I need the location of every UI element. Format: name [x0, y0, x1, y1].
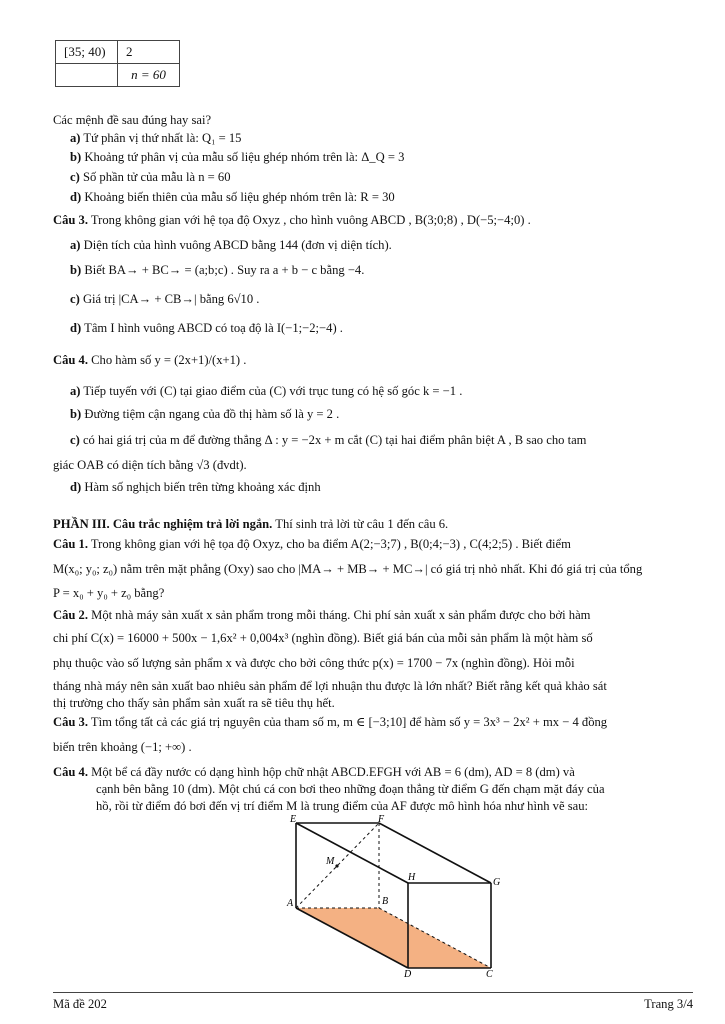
- q3-item-c: c) Giá trị |CA→ + CB→| bằng 6√10 .: [70, 292, 260, 306]
- p3q1-line2: M(x₀; y₀; z₀) nằm trên mặt phẳng (Oxy) sao cho |MA→ + MB→ + MC→| có giá trị nhỏ nhất. Khi đó giá trị của tổng: [53, 562, 643, 576]
- p3q2-line2: chi phí C(x) = 16000 + 500x − 1,6x² + 0,004x³ (nghìn đồng). Biết giá bán của mỗi sản phẩm là một hàm số: [53, 631, 593, 645]
- label-F: F: [378, 814, 385, 825]
- page-footer: [53, 992, 693, 1011]
- label-D: D: [404, 969, 412, 980]
- table-cell-range: [56, 64, 118, 87]
- edge-FG: [379, 823, 491, 883]
- edge-EH: [296, 823, 408, 883]
- p3q4-line3: hồ, rồi từ điểm đó bơi đến vị trí điểm M là trung điểm của AF được mô hình hóa như hình vẽ sau:: [96, 799, 589, 813]
- p3q3-line1: Câu 3. Tìm tổng tất cả các giá trị nguyên của tham số m, m ∈ [−3;10] để hàm số y = 3x³ − 2x² + mx − 4 đồng: [53, 715, 608, 729]
- aquarium-box-figure: [270, 808, 510, 983]
- label-C: C: [486, 969, 493, 980]
- q2-intro: Các mệnh đề sau đúng hay sai?: [53, 113, 212, 127]
- p3q2-line3: phụ thuộc vào số lượng sản phẩm x và được cho bởi công thức p(x) = 1700 − 7x (nghìn đồng). Hỏi mỗi: [53, 656, 575, 670]
- p3q2-line5: thị trường cho thấy sản phẩm sản xuất ra sẽ tiêu thụ hết.: [53, 696, 335, 710]
- p3q4-line1: Câu 4. Một bể cá đầy nước có dạng hình hộp chữ nhật ABCD.EFGH với AB = 6 (dm), AD = 8 (dm) và: [53, 765, 575, 779]
- bottom-face-shaded: [296, 908, 491, 968]
- q4-item-d: d) Hàm số nghịch biến trên từng khoảng xác định: [70, 480, 321, 494]
- q2-item-b: b) Khoảng tứ phân vị của mẫu số liệu ghép nhóm trên là: Δ_Q = 3: [70, 150, 405, 164]
- q2-item-d: d) Khoảng biến thiên của mẫu số liệu ghép nhóm trên là: R = 30: [70, 190, 395, 204]
- q3-item-a: a) Diện tích của hình vuông ABCD bằng 144 (đơn vị diện tích).: [70, 238, 392, 252]
- p3q1-line3: P = x₀ + y₀ + z₀ bằng?: [53, 586, 165, 600]
- label-A: A: [287, 898, 294, 909]
- q2-item-a: a) Tứ phân vị thứ nhất là: Q₁ = 15: [70, 131, 242, 145]
- p3q4-line2: cạnh bên bằng 10 (dm). Một chú cá con bơi theo những đoạn thẳng từ điểm G đến chạm mặt đáy của: [96, 782, 605, 796]
- p3q2-line4: tháng nhà máy nên sản xuất bao nhiêu sản phẩm để lợi nhuận thu được là lớn nhất? Biết rằng kết quả khảo sát: [53, 679, 607, 693]
- label-G: G: [493, 877, 501, 888]
- exam-code: Mã đề 202: [53, 997, 107, 1011]
- q4-item-c-cont: giác OAB có diện tích bằng √3 (đvdt).: [53, 458, 247, 472]
- p3q2-line1: Câu 2. Một nhà máy sản xuất x sản phẩm trong mỗi tháng. Chi phí sản xuất x sản phẩm được cho bởi hàm: [53, 608, 591, 622]
- label-M: M: [326, 856, 335, 867]
- q4-item-a: a) Tiếp tuyến với (C) tại giao điểm của (C) với trục tung có hệ số góc k = −1 .: [70, 384, 463, 398]
- q4-item-c: c) có hai giá trị của m để đường thẳng Δ : y = −2x + m cắt (C) tại hai điểm phân biệt A , B sao cho tam: [70, 433, 587, 447]
- q2-item-c: c) Số phần tử của mẫu là n = 60: [70, 170, 231, 184]
- frequency-table: [55, 40, 180, 87]
- table-row: [56, 64, 180, 87]
- page-number: Trang 3/4: [644, 997, 693, 1011]
- q4-item-b: b) Đường tiệm cận ngang của đồ thị hàm số là y = 2 .: [70, 407, 340, 421]
- q3-item-b: b) Biết BA→ + BC→ = (a;b;c) . Suy ra a + b − c bằng −4.: [70, 263, 365, 277]
- table-cell-total: n = 60: [118, 64, 180, 87]
- label-H: H: [408, 872, 416, 883]
- point-M: [335, 864, 338, 867]
- label-B: B: [382, 896, 389, 907]
- table-cell-freq: 2: [118, 41, 180, 64]
- part3-heading: PHẦN III. Câu trắc nghiệm trả lời ngắn. Thí sinh trả lời từ câu 1 đến câu 6.: [53, 517, 449, 531]
- q3-stem: Câu 3. Trong không gian với hệ tọa độ Oxyz , cho hình vuông ABCD , B(3;0;8) , D(−5;−4;0) .: [53, 213, 531, 227]
- label-E: E: [290, 814, 297, 825]
- q4-stem: Câu 4. Cho hàm số y = (2x+1)/(x+1) .: [53, 353, 247, 367]
- table-row: [56, 41, 180, 64]
- p3q1-line1: Câu 1. Trong không gian với hệ tọa độ Oxyz, cho ba điểm A(2;−3;7) , B(0;4;−3) , C(4;2;5) . Biết điểm: [53, 537, 571, 551]
- q3-item-d: d) Tâm I hình vuông ABCD có toạ độ là I(−1;−2;−4) .: [70, 321, 343, 335]
- table-cell-range: [35; 40): [56, 41, 118, 64]
- p3q3-line2: biến trên khoảng (−1; +∞) .: [53, 740, 192, 754]
